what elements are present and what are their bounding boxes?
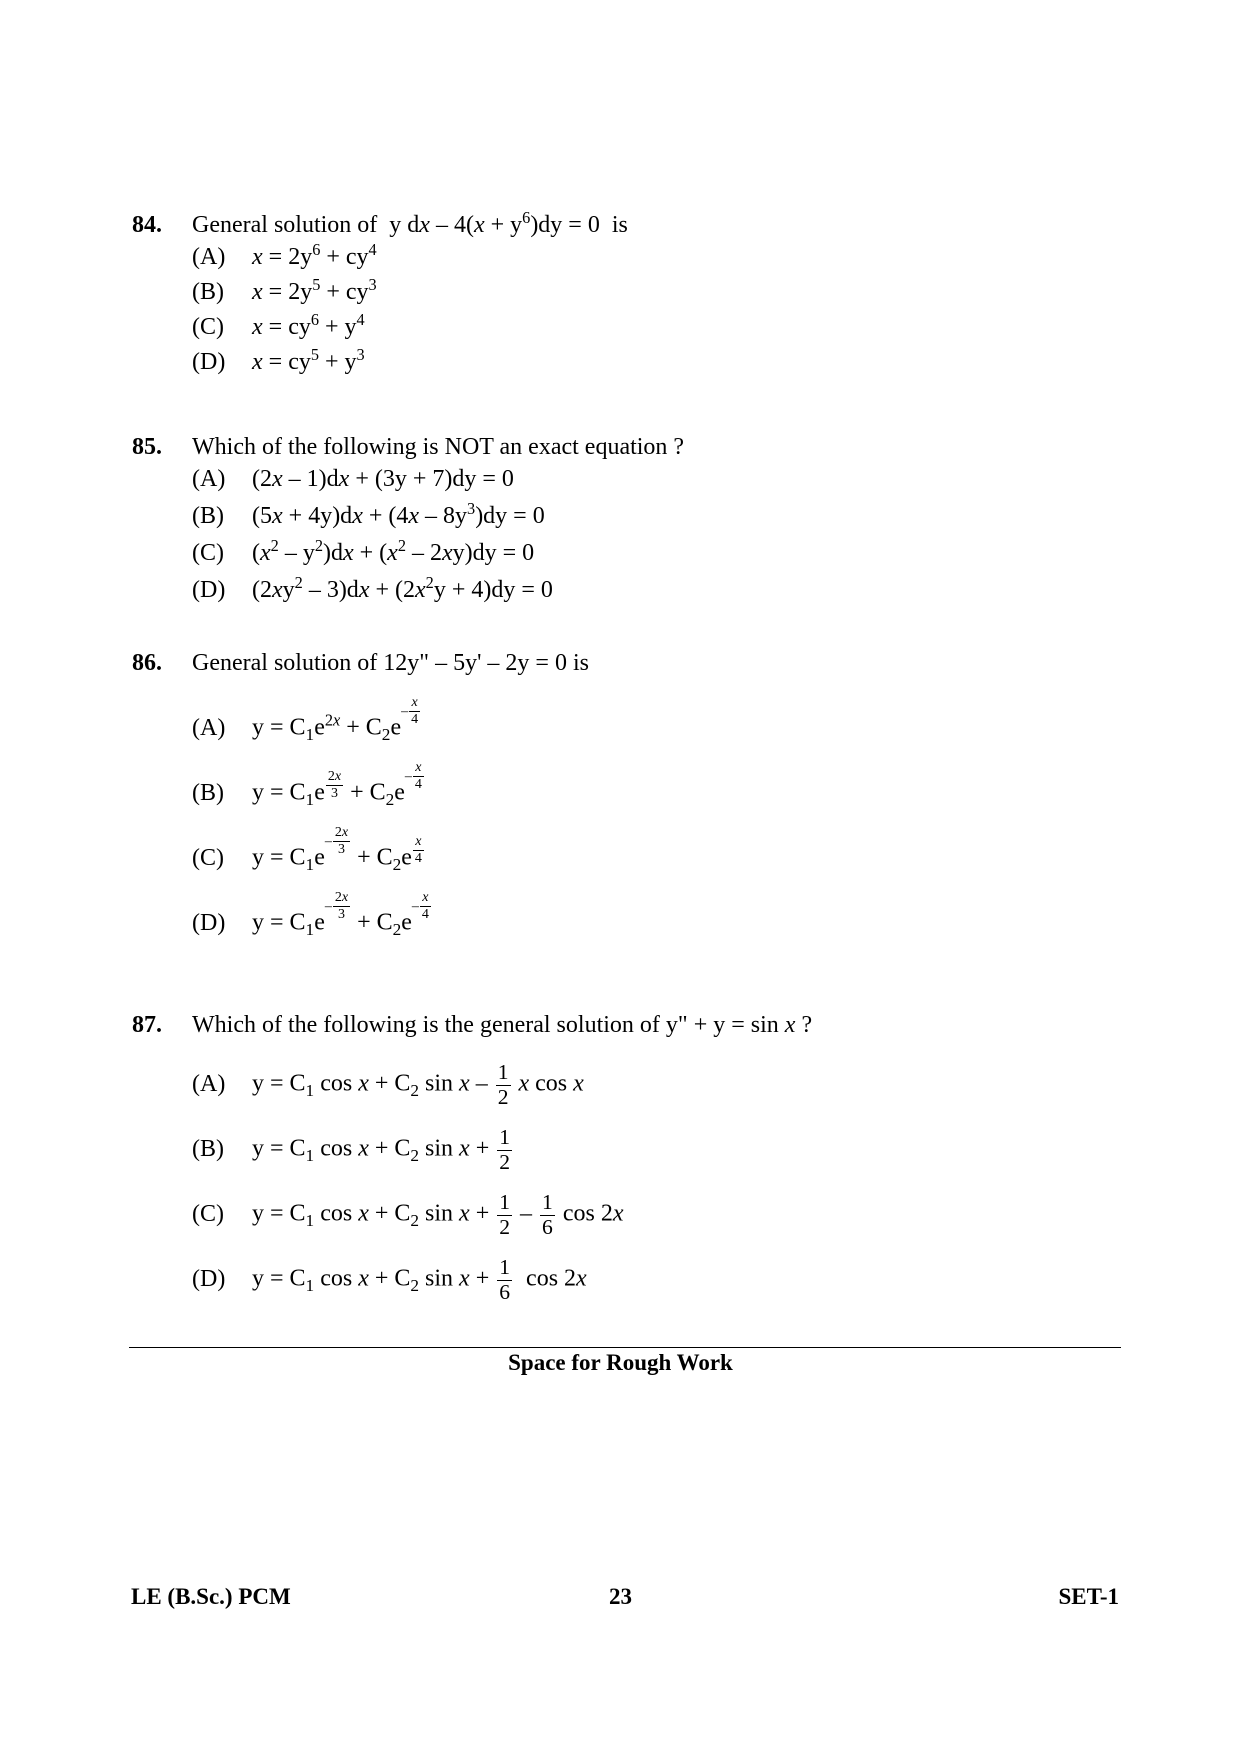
option-text: $(2xy^2 - 3)dx + (2x^2y + 4)dy = 0$ — [252, 573, 553, 603]
question-stem: General solution of 12y" – 5y' – 2y = 0 is — [192, 650, 589, 676]
question-number: 86. — [132, 650, 162, 676]
option-text: $y = C_1$ $\cos x + C_2$ sin x + $\frac{1}{6}$ cos 2x — [252, 1255, 587, 1304]
option-c: (C) $x = cy^6 + y^4$ — [192, 310, 365, 340]
divider-line — [129, 1347, 1121, 1348]
option-c: (C) $(x^2 - y^2)dx + (x^2 - 2xy)dy = 0$ — [192, 536, 535, 566]
option-text: $x = 2y^5 + cy^3$ — [252, 275, 377, 305]
question-85 — [132, 434, 1132, 614]
option-a: (A) $x = 2y^6 + cy^4$ — [192, 240, 377, 270]
footer-page-number: 23 — [609, 1584, 632, 1609]
option-a: (A) (2x – 1)dx + (3y + 7)dy = 0 — [192, 466, 514, 492]
option-d: (D) $(2xy^2 - 3)dx + (2x^2y + 4)dy = 0$ — [192, 573, 553, 603]
option-d: (D) $y = C_1$ $\cos x + C_2$ sin x + $\frac{1}{6}$ cos 2x — [192, 1255, 587, 1304]
question-85-stem-row — [132, 434, 1132, 466]
option-text: $y = C_1e-$ $\frac{2x}{3}$ + $C_2e$ $\frac{x}{4}$ — [252, 825, 422, 875]
footer-exam-code: LE (B.Sc.) PCM — [131, 1584, 291, 1609]
question-number: 87. — [132, 1012, 162, 1038]
option-text: $y = C_1$ $\cos x + C_2$ sin x – $\frac{1}{2}$ x cos x — [252, 1060, 584, 1109]
question-86-stem-row — [132, 650, 1132, 682]
option-a: (A) $y = C_1e^{2x} + C_2e-$ $\frac{x}{4}$ — [192, 682, 1132, 761]
question-stem: Which of the following is NOT an exact equation ? — [192, 434, 685, 460]
question-84 — [132, 208, 1132, 384]
question-86 — [132, 650, 1132, 956]
option-text: $y = C_1$ $\cos x + C_2$ sin x + $\frac{1}{2}$ — [252, 1125, 511, 1174]
option-text: $y = C_1$ $\cos x + C_2$ sin x + $\frac{1}{2}$ – $\frac{1}{6}$ cos 2x — [252, 1190, 624, 1239]
option-a: (A) $y = C_1$ $\cos x + C_2$ sin x – $\frac{1}{2}$ x cos x — [192, 1060, 584, 1109]
question-stem: Which of the following is the general solution of y" + y = sin x ? — [192, 1012, 813, 1038]
option-d: (D) $x = cy^5 + y^3$ — [192, 345, 365, 375]
option-text: $y = C_1e-$ $\frac{2x}{3}$ + $C_2e-$ $\frac{x}{4}$ — [252, 890, 429, 940]
question-87-stem-row — [132, 1012, 1132, 1044]
question-stem: General solution of y dx – $4(x + y^6)dy = 0$ is — [192, 208, 628, 238]
option-text: $y = C_1e$ $\frac{2x}{3}$ + $C_2e-$ $\frac{x}{4}$ — [252, 760, 422, 810]
option-c: (C) $y = C_1e-$ $\frac{2x}{3}$ + $C_2e$ $\frac{x}{4}$ — [192, 826, 1132, 891]
option-text: $y = C_1e^{2x} + C_2e-$ $\frac{x}{4}$ — [252, 695, 419, 745]
option-c: (C) $y = C_1$ $\cos x + C_2$ sin x + $\frac{1}{2}$ – $\frac{1}{6}$ cos 2x — [192, 1190, 624, 1239]
option-b: (B) $y = C_1e$ $\frac{2x}{3}$ + $C_2e-$ $\frac{x}{4}$ — [192, 761, 1132, 826]
option-text: $x = cy^5 + y^3$ — [252, 345, 365, 375]
option-b: (B) $(5x + 4y)dx + (4x - 8y^3)dy = 0$ — [192, 499, 545, 529]
option-b: (B) $x = 2y^5 + cy^3$ — [192, 275, 377, 305]
option-text: $(x^2 - y^2)dx + (x^2 - 2xy)dy = 0$ — [252, 536, 535, 566]
option-b: (B) $y = C_1$ $\cos x + C_2$ sin x + $\frac{1}{2}$ — [192, 1127, 1132, 1192]
footer-set: SET-1 — [1058, 1584, 1119, 1609]
question-number: 85. — [132, 434, 162, 460]
option-text: (2x – 1)dx + (3y + 7)dy = 0 — [252, 466, 514, 492]
option-text: $x = 2y^6 + cy^4$ — [252, 240, 377, 270]
option-d: (D) $y = C_1e-$ $\frac{2x}{3}$ + $C_2e-$ $\frac{x}{4}$ — [192, 891, 1132, 956]
question-number: 84. — [132, 212, 162, 238]
option-text: $(5x + 4y)dx + (4x - 8y^3)dy = 0$ — [252, 499, 545, 529]
question-84-stem-row — [132, 208, 1132, 244]
option-text: $x = cy^6 + y^4$ — [252, 310, 365, 340]
question-87 — [132, 1012, 1132, 1322]
rough-work-heading: Space for Rough Work — [508, 1350, 733, 1375]
